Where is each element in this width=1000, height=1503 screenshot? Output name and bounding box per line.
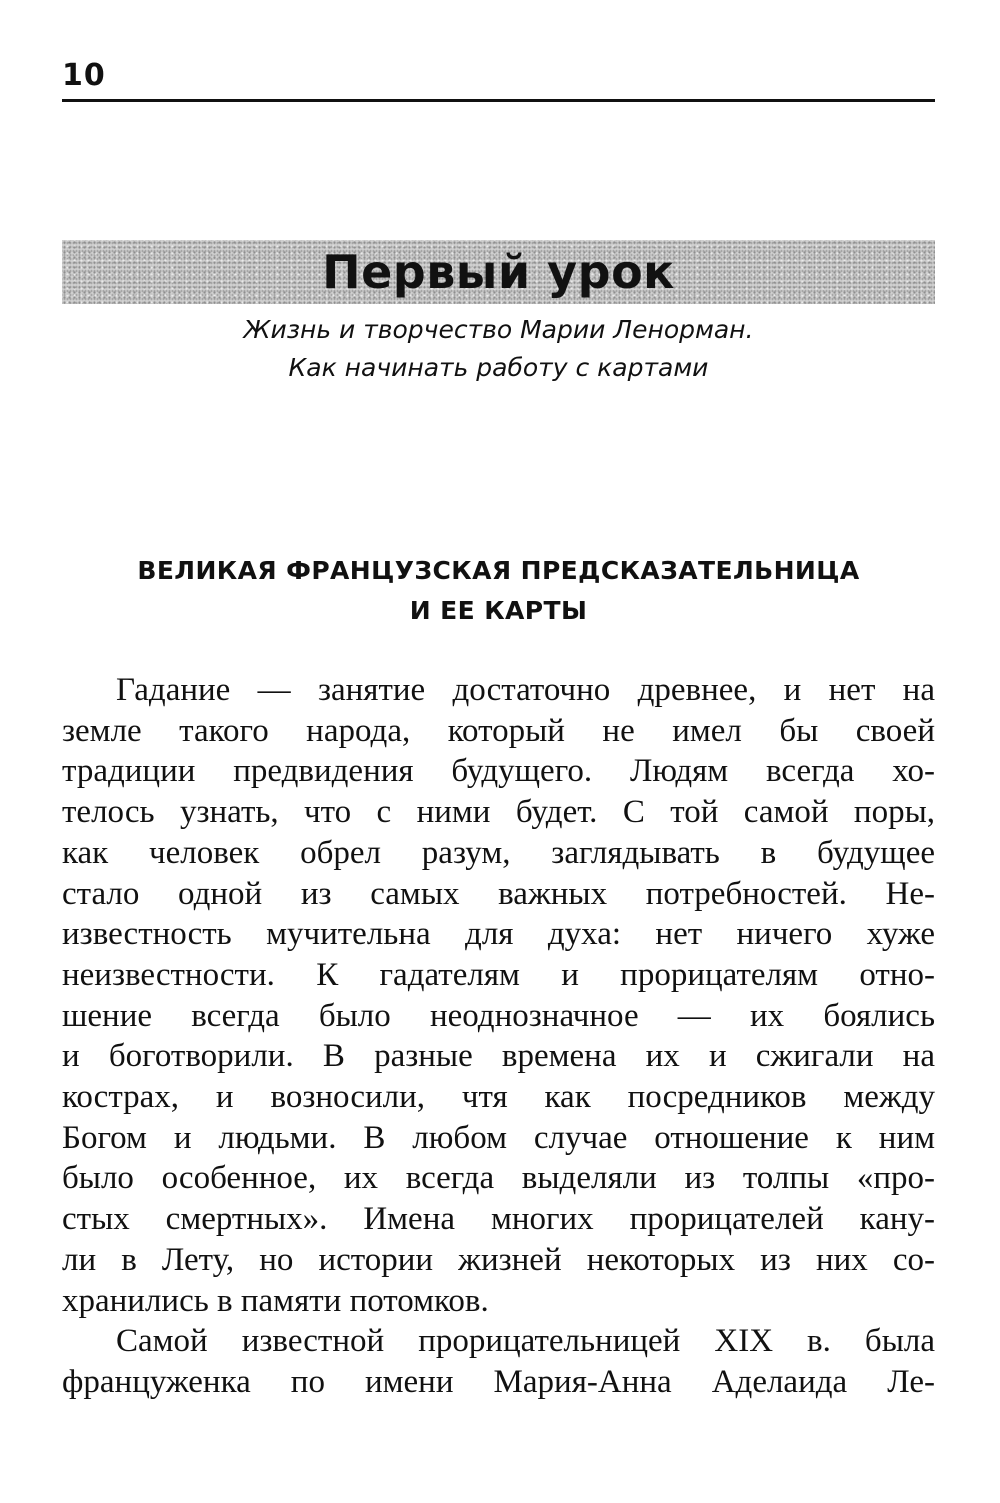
- body-line: Гадание — занятие достаточно древнее, и нет на: [116, 672, 935, 708]
- body-line: и боготворили. В разные времена их и сжигали на: [62, 1038, 935, 1075]
- body-line: Самой известной прорицательницей XIX в. была: [116, 1323, 935, 1360]
- body-line: стало одной из самых важных потребностей. Не-: [62, 875, 935, 912]
- section-heading: [62, 551, 935, 631]
- section-heading-line: И ЕЕ КАРТЫ: [409, 596, 588, 625]
- body-line: земле такого народа, который не имел бы своей: [62, 712, 935, 749]
- body-line: хранились в памяти потомков.: [62, 1282, 489, 1319]
- lesson-title: Первый урок: [322, 245, 675, 299]
- body-line: было особенное, их всегда выделяли из толпы «про-: [62, 1160, 935, 1197]
- body-line: кострах, и возносили, чтя как посредников между: [62, 1079, 935, 1116]
- lesson-subtitle-line: Жизнь и творчество Марии Ленорман.: [243, 315, 754, 344]
- body-line: француженка по имени Мария-Анна Аделаида Ле-: [62, 1363, 935, 1400]
- header-rule: [62, 99, 935, 102]
- body-line: известность мучительна для духа: нет ничего хуже: [62, 916, 935, 953]
- body-text: [62, 670, 935, 1403]
- lesson-subtitle: [62, 311, 935, 387]
- body-line: Богом и людьми. В любом случае отношение к ним: [62, 1119, 935, 1156]
- body-line: ли в Лету, но истории жизней некоторых из них со-: [62, 1241, 935, 1278]
- body-line: неизвестности. К гадателям и прорицателям отно-: [62, 956, 935, 993]
- body-line: шение всегда было неоднозначное — их боялись: [62, 997, 935, 1034]
- lesson-banner: [62, 240, 935, 304]
- section-heading-line: ВЕЛИКАЯ ФРАНЦУЗСКАЯ ПРЕДСКАЗАТЕЛЬНИЦА: [137, 556, 860, 585]
- body-line: телось узнать, что с ними будет. С той самой поры,: [62, 794, 935, 831]
- page-number: 10: [62, 58, 106, 93]
- lesson-subtitle-line: Как начинать работу с картами: [288, 353, 709, 382]
- body-line: как человек обрел разум, заглядывать в будущее: [62, 834, 935, 871]
- body-line: традиции предвидения будущего. Людям всегда хо-: [62, 753, 935, 790]
- body-line: стых смертных». Имена многих прорицателей кану-: [62, 1201, 935, 1238]
